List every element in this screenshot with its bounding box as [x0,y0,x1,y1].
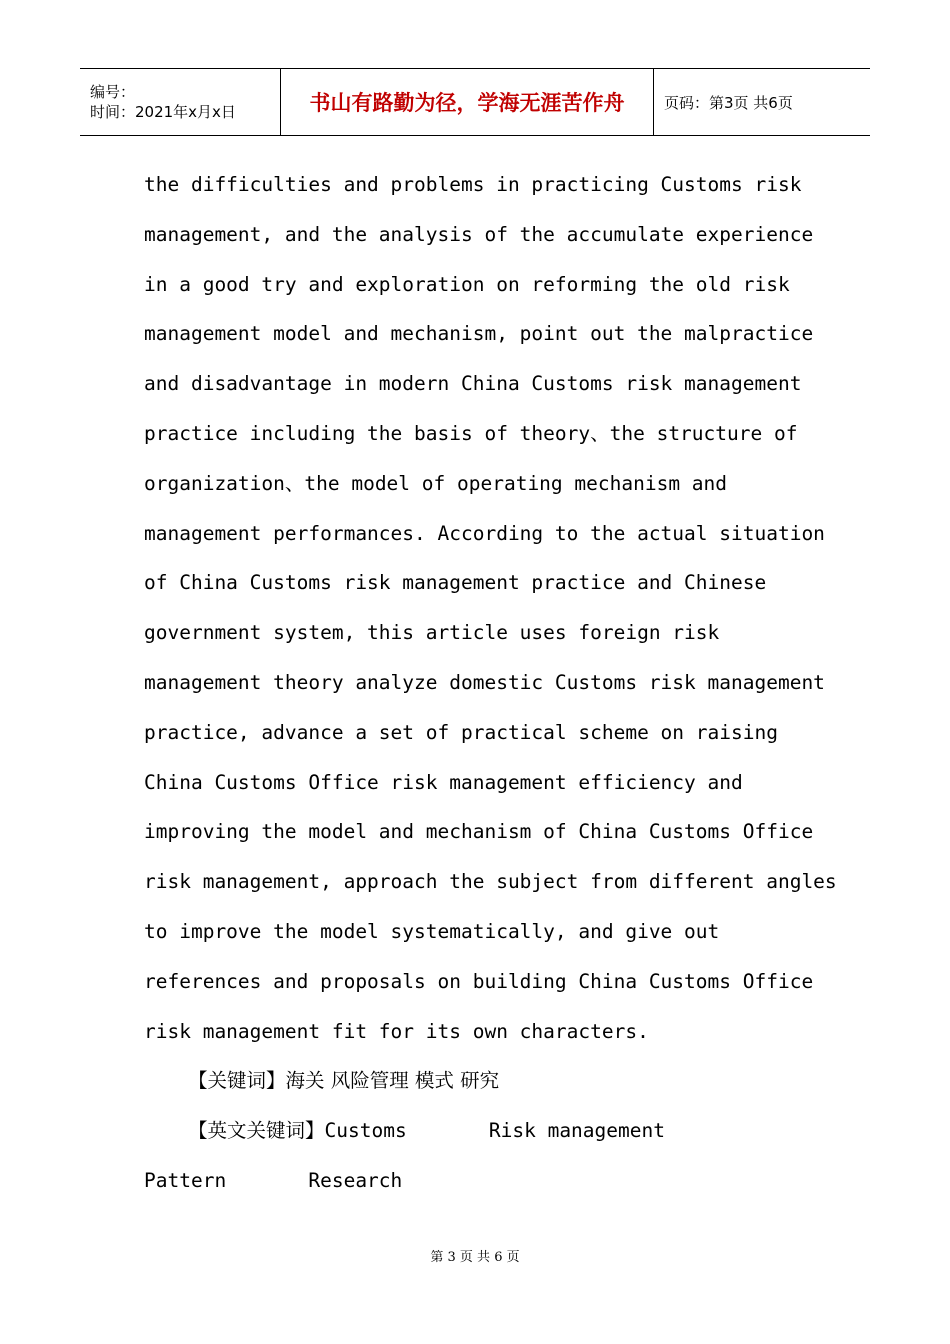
body-line: management model and mechanism, point out the malpractice [144,322,814,346]
body-line: references and proposals on building China Customs Office [144,969,814,993]
document-time-label: 时间：2021年x月x日 [90,103,236,121]
body-line: practice including the basis of theory、the structure of [144,421,798,445]
header-meta-cell [80,69,281,135]
body-line: government system, this article uses foreign risk [144,621,720,645]
header-page-info: 页码：第3页 共6页 [664,93,793,112]
header-motto: 书山有路勤为径，学海无涯苦作舟 [309,91,625,115]
en-keywords-label: 【英文关键词】 [188,1119,325,1143]
document-body [144,160,837,1206]
body-line: of China Customs risk management practice and Chinese [144,571,767,595]
body-line: organization、the model of operating mechanism and [144,471,728,495]
body-line: improving the model and mechanism of China Customs Office [144,820,814,844]
body-line: to improve the model systematically, and give out [144,919,720,943]
body-line: the difficulties and problems in practicing Customs risk [144,173,802,196]
keywords-line [144,1056,824,1106]
keywords-value: 海关 风险管理 模式 研究 [285,1069,500,1093]
body-line: and disadvantage in modern China Customs risk management [144,372,802,396]
body-line: management performances. According to the actual situation [144,521,825,545]
page-header [80,68,870,136]
body-line: practice, advance a set of practical scheme on raising [144,720,778,744]
en-keywords-value-1: Customs Risk management [324,1119,665,1143]
header-motto-cell [281,69,654,135]
keywords-label: 【关键词】 [188,1069,286,1093]
body-line: management, and the analysis of the accumulate experience [144,222,814,246]
body-line: China Customs Office risk management efficiency and [144,770,743,794]
en-keywords-line [144,1106,824,1156]
header-page-cell [654,69,870,135]
body-line: risk management fit for its own characters. [144,1019,649,1043]
document-number-label: 编号： [90,83,136,101]
body-line: risk management, approach the subject from different angles [144,870,837,894]
page-footer: 第 3 页 共 6 页 [430,1250,520,1265]
body-line: in a good try and exploration on reforming the old risk [144,272,790,296]
en-keywords-value-2: Pattern Research [144,1168,403,1192]
body-line: management theory analyze domestic Customs risk management [144,670,825,694]
